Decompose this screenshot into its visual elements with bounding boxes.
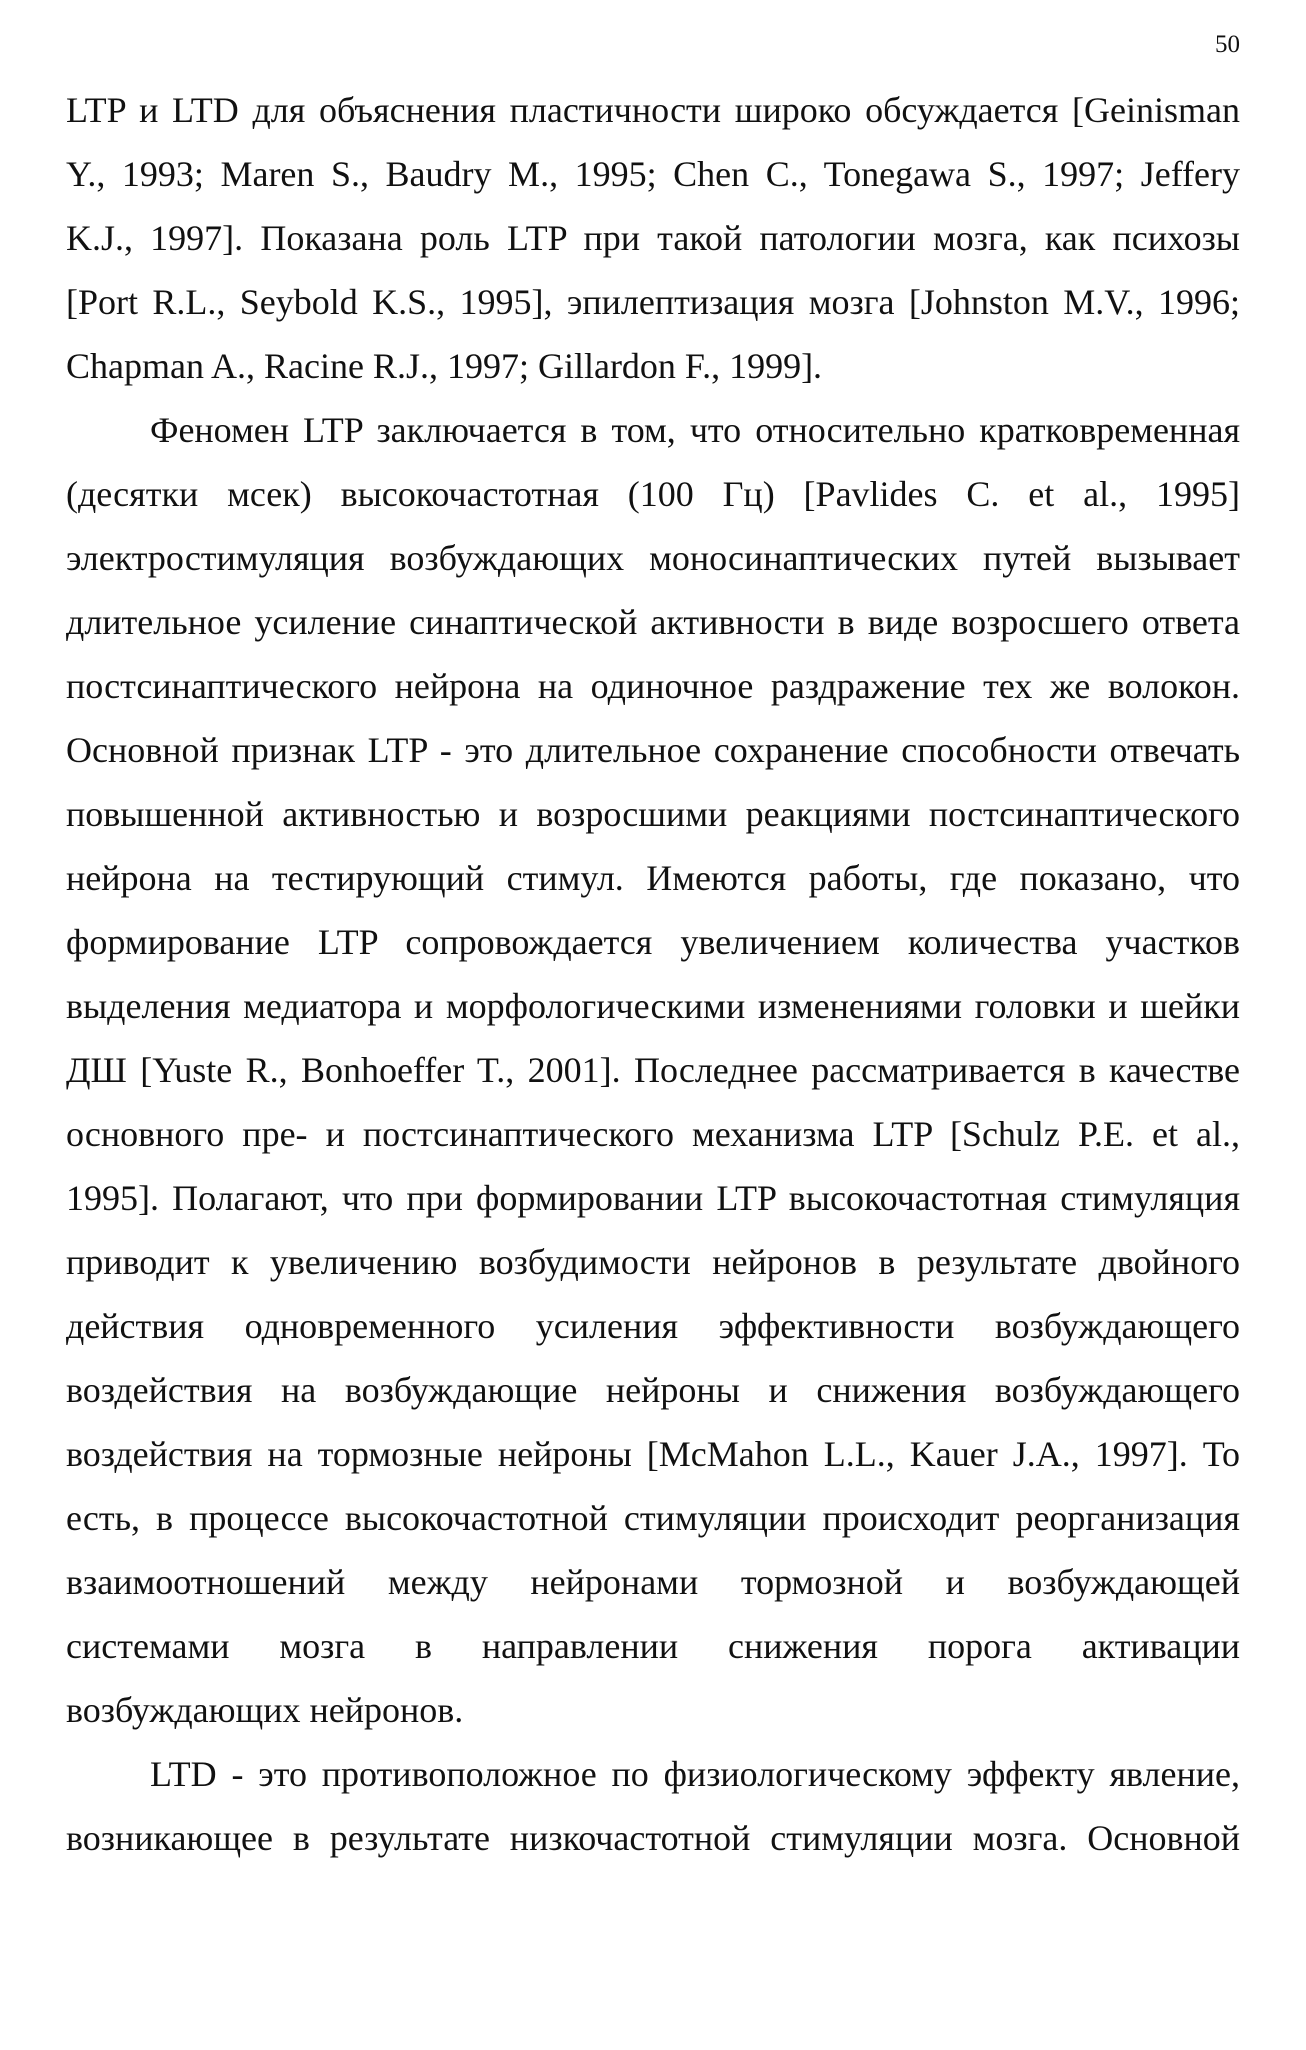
text-line: выделения медиатора и морфологическими изменениями головки и шейки: [66, 986, 1240, 1026]
text-line: [Port R.L., Seybold K.S., 1995], эпилептизация мозга [Johnston M.V., 1996;: [66, 282, 1240, 322]
text-line: Основной признак LTP - это длительное сохранение способности отвечать: [66, 730, 1240, 770]
text-line: Феномен LTP заключается в том, что относительно кратковременная: [150, 410, 1240, 450]
text-line: воздействия на тормозные нейроны [McMahon L.L., Kauer J.A., 1997]. То: [66, 1434, 1240, 1474]
text-line: длительное усиление синаптической активности в виде возросшего ответа: [66, 602, 1240, 642]
text-line: LTP и LTD для объяснения пластичности широко обсуждается [Geinisman: [66, 90, 1240, 130]
paragraph-3: [66, 1742, 1240, 1870]
text-line: (десятки мсек) высокочастотная (100 Гц) [Pavlides C. et al., 1995]: [66, 474, 1240, 514]
text-line: системами мозга в направлении снижения порога активации: [66, 1626, 1240, 1666]
text-line: воздействия на возбуждающие нейроны и снижения возбуждающего: [66, 1370, 1240, 1410]
text-line: LTD - это противоположное по физиологическому эффекту явление,: [150, 1754, 1240, 1794]
text-line: Chapman A., Racine R.J., 1997; Gillardon F., 1999].: [66, 346, 823, 386]
page-number: 50: [1215, 31, 1240, 58]
text-line: есть, в процессе высокочастотной стимуляции происходит реорганизация: [66, 1498, 1240, 1538]
text-line: ДШ [Yuste R., Bonhoeffer T., 2001]. Последнее рассматривается в качестве: [66, 1050, 1240, 1090]
paragraph-1: [66, 78, 1240, 398]
paragraph-2: [66, 398, 1240, 1742]
text-line: электростимуляция возбуждающих моносинаптических путей вызывает: [66, 538, 1240, 578]
text-line: постсинаптического нейрона на одиночное раздражение тех же волокон.: [66, 666, 1240, 706]
text-line: нейрона на тестирующий стимул. Имеются работы, где показано, что: [66, 858, 1240, 898]
text-line: приводит к увеличению возбудимости нейронов в результате двойного: [66, 1242, 1240, 1282]
text-line: взаимоотношений между нейронами тормозной и возбуждающей: [66, 1562, 1240, 1602]
text-line: Y., 1993; Maren S., Baudry M., 1995; Chen C., Tonegawa S., 1997; Jeffery: [66, 154, 1240, 194]
text-line: формирование LTP сопровождается увеличением количества участков: [66, 922, 1240, 962]
text-line: действия одновременного усиления эффективности возбуждающего: [66, 1306, 1240, 1346]
text-line: повышенной активностью и возросшими реакциями постсинаптического: [66, 794, 1240, 834]
text-line: основного пре- и постсинаптического механизма LTP [Schulz P.E. et al.,: [66, 1114, 1240, 1154]
body-text: [66, 78, 1240, 1870]
text-line: возбуждающих нейронов.: [66, 1690, 464, 1730]
text-line: K.J., 1997]. Показана роль LTP при такой патологии мозга, как психозы: [66, 218, 1240, 258]
text-line: возникающее в результате низкочастотной стимуляции мозга. Основной: [66, 1818, 1240, 1858]
text-line: 1995]. Полагают, что при формировании LTP высокочастотная стимуляция: [66, 1178, 1240, 1218]
